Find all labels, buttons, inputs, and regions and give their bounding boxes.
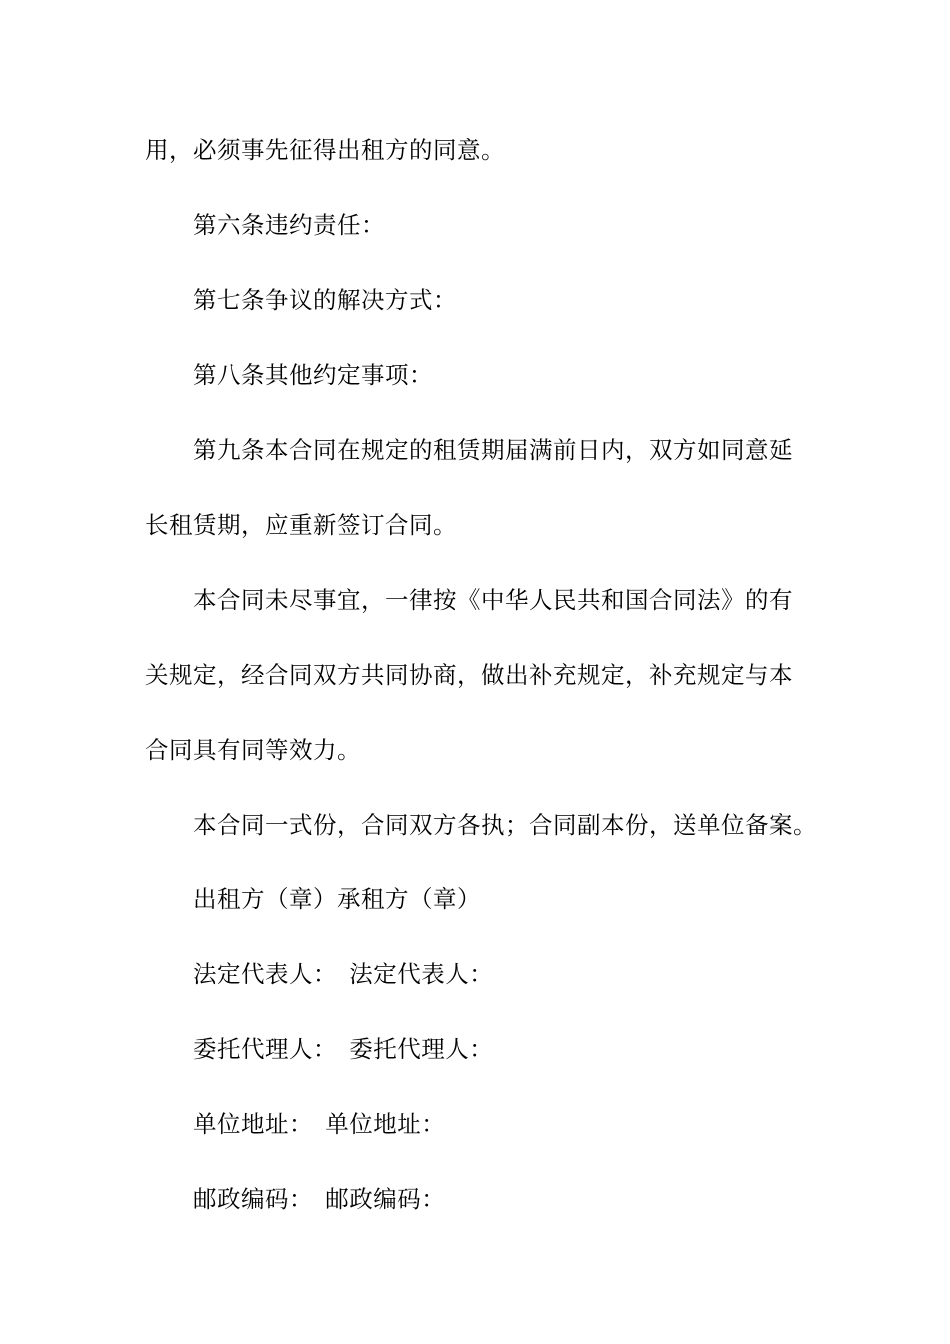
signature-line-address: 单位地址： 单位地址：: [193, 1110, 446, 1138]
signature-line-legal-rep: 法定代表人： 法定代表人：: [193, 960, 494, 988]
signature-line-parties: 出租方（章）承租方（章）: [193, 885, 481, 913]
paragraph-line-8: 关规定，经合同双方共同协商，做出补充规定，补充规定与本: [145, 661, 793, 689]
paragraph-line-3: 第七条争议的解决方式：: [193, 286, 457, 314]
paragraph-line-2: 第六条违约责任：: [193, 211, 385, 239]
paragraph-line-9: 合同具有同等效力。: [145, 736, 361, 764]
paragraph-line-7: 本合同未尽事宜，一律按《中华人民共和国合同法》的有: [193, 586, 793, 614]
paragraph-line-6: 长租赁期，应重新签订合同。: [145, 511, 457, 539]
paragraph-line-5: 第九条本合同在规定的租赁期届满前日内，双方如同意延: [193, 436, 793, 464]
signature-line-agent: 委托代理人： 委托代理人：: [193, 1035, 494, 1063]
paragraph-line-4: 第八条其他约定事项：: [193, 361, 433, 389]
paragraph-line-1: 用，必须事先征得出租方的同意。: [145, 136, 505, 164]
signature-line-postcode: 邮政编码： 邮政编码：: [193, 1185, 446, 1213]
paragraph-line-10: 本合同一式份，合同双方各执；合同副本份，送单位备案。: [193, 811, 817, 839]
